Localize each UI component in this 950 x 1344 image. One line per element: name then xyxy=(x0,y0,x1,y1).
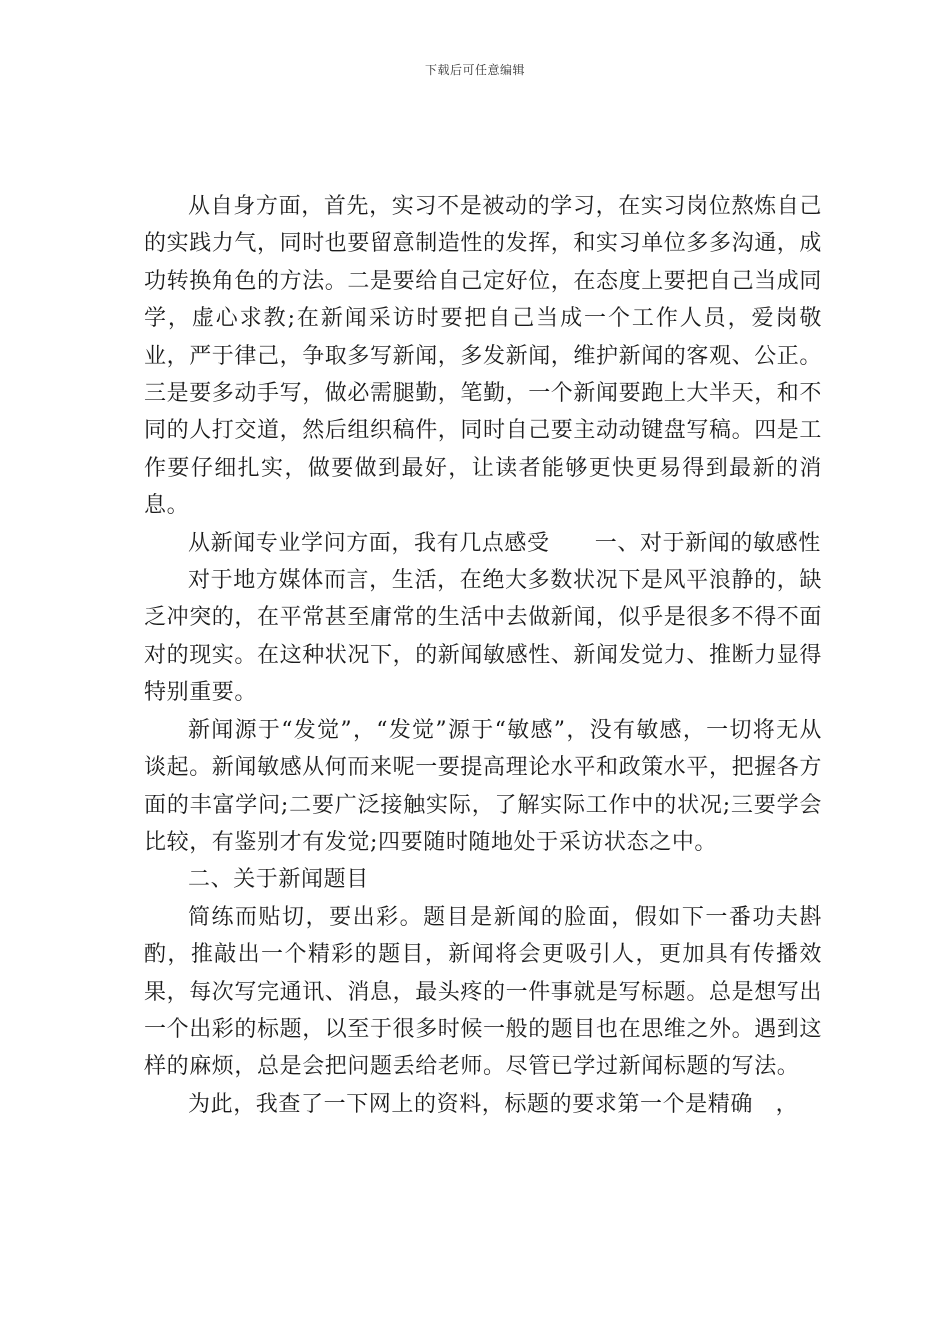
paragraph-professional-knowledge: 从新闻专业学问方面，我有几点感受 一、对于新闻的敏感性 xyxy=(188,530,821,556)
document-body xyxy=(144,188,822,1123)
paragraph-local-media: 对于地方媒体而言，生活，在绝大多数状况下是风平浪静的，缺乏冲突的，在平常甚至庸常的生活中去做新闻，似乎是很多不得不面对的现实。在这种状况下，的新闻敏感性、新闻发觉力、推断力显得特别重要。 xyxy=(144,568,823,706)
paragraph-title-requirements: 为此，我查了一下网上的资料，标题的要求第一个是精确 ， xyxy=(188,1091,799,1117)
paragraph-concise-title: 简练而贴切，要出彩。题目是新闻的脸面，假如下一番功夫斟酌，推敲出一个精彩的题目，新闻将会更吸引人，更加具有传播效果，每次写完通讯、消息，最头疼的一件事就是写标题。总是想写出一个出彩的标题，以至于很多时候一般的题目也在思维之外。遇到这样的麻烦，总是会把问题丢给老师。尽管已学过新闻标题的写法。 xyxy=(144,904,823,1080)
paragraph-self-aspect: 从自身方面，首先，实习不是被动的学习，在实习岗位熬炼自己的实践力气，同时也要留意制造性的发挥，和实习单位多多沟通，成功转换角色的方法。二是要给自己定好位，在态度上要把自己当成同学，虚心求教;在新闻采访时要把自己当成一个工作人员，爱岗敬业，严于律己，争取多写新闻，多发新闻，维护新闻的客观、公正。三是要多动手写，做必需腿勤，笔勤，一个新闻要跑上大半天，和不同的人打交道，然后组织稿件，同时自己要主动动键盘写稿。四是工作要仔细扎实，做要做到最好，让读者能够更快更易得到最新的消息。 xyxy=(144,194,823,519)
paragraph-news-sensitivity: 新闻源于“发觉”，“发觉”源于“敏感”，没有敏感，一切将无从谈起。新闻敏感从何而来呢一要提高理论水平和政策水平，把握各方面的丰富学问;二要广泛接触实际，了解实际工作中的状况;三要学会比较，有鉴别才有发觉;四要随时随地处于采访状态之中。 xyxy=(144,717,823,855)
page-header: 下载后可任意编辑 xyxy=(424,63,525,77)
section-heading-news-title: 二、关于新闻题目 xyxy=(188,867,369,893)
